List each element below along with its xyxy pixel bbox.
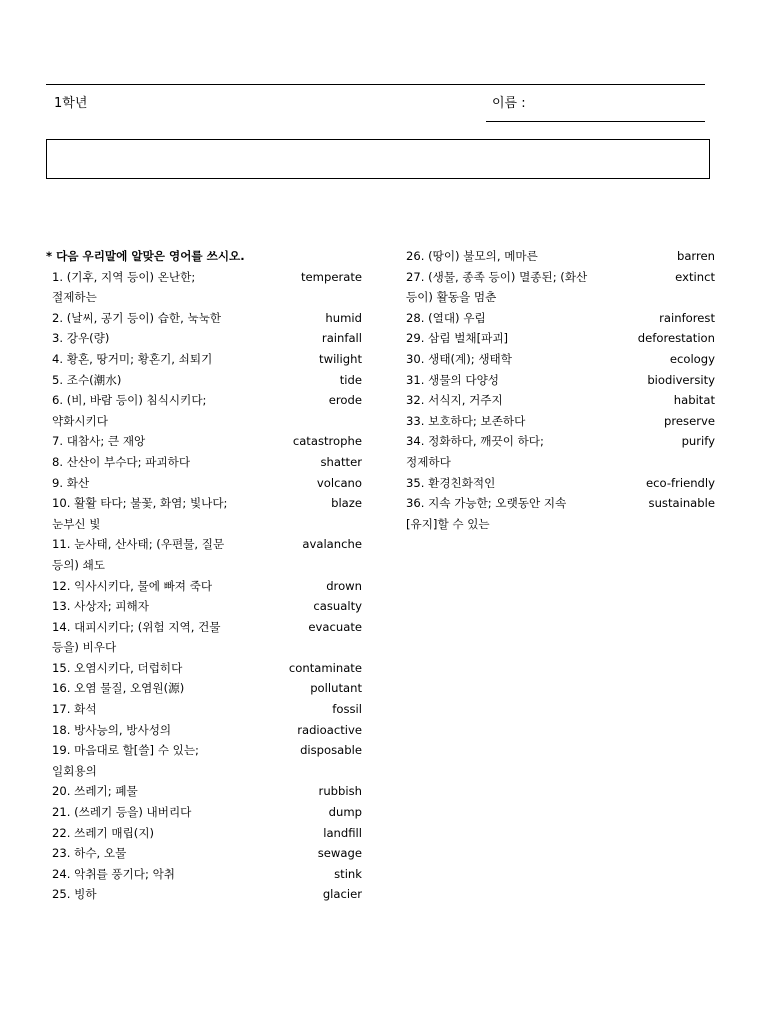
english-word: deforestation [637, 331, 715, 346]
korean-meaning: 14. 대피시키다; (위험 지역, 건물 등을) 비우다 [52, 619, 221, 655]
korean-meaning: 31. 생물의 다양성 [406, 372, 500, 387]
english-word: humid [325, 310, 362, 325]
english-word: catastrophe [292, 434, 362, 449]
vocab-item [406, 328, 715, 349]
korean-meaning: 35. 환경친화적인 [406, 475, 496, 490]
korean-meaning: 3. 강우(량) [52, 331, 110, 346]
english-word: fossil [332, 702, 362, 717]
english-word: landfill [323, 825, 362, 840]
left-column [46, 246, 362, 905]
english-word: contaminate [288, 660, 362, 675]
vocab-item [46, 328, 362, 349]
english-word: avalanche [302, 537, 362, 552]
korean-meaning: 4. 황혼, 땅거미; 황혼기, 쇠퇴기 [52, 351, 213, 366]
english-word: rainfall [321, 331, 362, 346]
vocab-item [46, 473, 362, 494]
korean-meaning: 5. 조수(潮水) [52, 372, 122, 387]
vocab-item [46, 370, 362, 391]
vocab-item [406, 370, 715, 391]
english-word: rubbish [318, 784, 362, 799]
english-word: preserve [664, 413, 715, 428]
vocab-item [46, 884, 362, 905]
name-label: 이름 : [492, 96, 526, 111]
korean-meaning: 17. 화석 [52, 702, 97, 717]
korean-meaning: 9. 화산 [52, 475, 90, 490]
english-word: extinct [675, 269, 715, 284]
english-word: barren [676, 249, 715, 263]
vocab-item [46, 678, 362, 699]
vocab-item [46, 452, 362, 473]
top-rule [46, 84, 705, 85]
left-vocab-list [46, 267, 362, 905]
korean-meaning: 16. 오염 물질, 오염원(源) [52, 681, 185, 696]
korean-meaning: 36. 지속 가능한; 오랫동안 지속[유지]할 수 있는 [406, 496, 567, 531]
vocab-item [406, 267, 715, 308]
instruction: * 다음 우리말에 알맞은 영어를 쓰시오. [46, 249, 245, 263]
english-word: dump [328, 805, 362, 820]
vocab-item [46, 720, 362, 741]
korean-meaning: 34. 정화하다, 깨끗이 하다; 정제하다 [406, 434, 544, 469]
vocab-item [406, 390, 715, 411]
korean-meaning: 12. 익사시키다, 물에 빠져 죽다 [52, 578, 213, 593]
right-vocab-list [406, 246, 715, 534]
name-underline [486, 121, 705, 122]
korean-meaning: 2. (날씨, 공기 등이) 습한, 눅눅한 [52, 310, 222, 325]
vocab-item [46, 308, 362, 329]
english-word: stink [334, 866, 362, 881]
english-word: disposable [300, 743, 362, 758]
english-word: erode [328, 393, 362, 408]
korean-meaning: 1. (기후, 지역 등이) 온난한; 절제하는 [52, 269, 196, 305]
vocab-item [406, 411, 715, 432]
korean-meaning: 22. 쓰레기 매립(지) [52, 825, 155, 840]
korean-meaning: 20. 쓰레기; 폐물 [52, 784, 138, 799]
korean-meaning: 11. 눈사태, 산사태; (우편물, 질문 등의) 쇄도 [52, 537, 225, 572]
korean-meaning: 24. 악취를 풍기다; 악취 [52, 866, 175, 881]
vocab-item [46, 740, 362, 781]
english-word: rainforest [659, 310, 715, 325]
vocab-item [46, 802, 362, 823]
english-word: purify [681, 434, 715, 449]
vocab-item [46, 699, 362, 720]
english-word: eco-friendly [646, 475, 715, 490]
vocab-item [46, 864, 362, 885]
korean-meaning: 18. 방사능의, 방사성의 [52, 722, 172, 737]
english-word: casualty [313, 599, 362, 614]
english-word: tide [339, 372, 362, 387]
english-word: ecology [669, 351, 715, 366]
vocab-item [46, 823, 362, 844]
korean-meaning: 10. 활활 타다; 불꽃, 화염; 빛나다; 눈부신 빛 [52, 496, 228, 531]
korean-meaning: 15. 오염시키다, 더럽히다 [52, 660, 183, 675]
grade-label: 1학년 [54, 96, 88, 111]
korean-meaning: 13. 사상자; 피해자 [52, 599, 149, 614]
vocab-item [46, 617, 362, 658]
vocab-item [406, 431, 715, 472]
vocab-item [46, 576, 362, 597]
vocab-item [406, 349, 715, 370]
korean-meaning: 7. 대참사; 큰 재앙 [52, 434, 146, 449]
english-word: glacier [322, 887, 362, 902]
english-word: biodiversity [647, 372, 715, 387]
vocab-item [46, 390, 362, 431]
answer-box [46, 139, 710, 179]
english-word: radioactive [297, 722, 362, 737]
korean-meaning: 25. 빙하 [52, 887, 97, 902]
english-word: sewage [317, 846, 362, 861]
english-word: sustainable [648, 496, 715, 511]
korean-meaning: 32. 서식지, 거주지 [406, 393, 503, 408]
english-word: shatter [320, 454, 362, 469]
vocab-item [46, 493, 362, 534]
vocab-item [46, 658, 362, 679]
vocab-item [46, 843, 362, 864]
vocab-item [46, 534, 362, 575]
vocab-item [406, 246, 715, 267]
vocab-item [406, 473, 715, 494]
english-word: habitat [673, 393, 715, 408]
korean-meaning: 6. (비, 바람 등이) 침식시키다; 약화시키다 [52, 393, 207, 428]
korean-meaning: 27. (생물, 종족 등이) 멸종된; (화산 등이) 활동을 멈춘 [406, 269, 588, 305]
korean-meaning: 30. 생태(계); 생태학 [406, 351, 512, 366]
english-word: blaze [331, 496, 362, 511]
korean-meaning: 21. (쓰레기 등을) 내버리다 [52, 805, 192, 820]
vocab-item [46, 596, 362, 617]
vocab-item [406, 308, 715, 329]
english-word: evacuate [308, 619, 362, 634]
korean-meaning: 26. (땅이) 불모의, 메마른 [406, 249, 538, 263]
english-word: temperate [300, 269, 362, 284]
korean-meaning: 8. 산산이 부수다; 파괴하다 [52, 454, 191, 469]
english-word: drown [326, 578, 362, 593]
korean-meaning: 23. 하수, 오물 [52, 846, 127, 861]
vocab-item [46, 267, 362, 308]
english-word: twilight [319, 351, 362, 366]
korean-meaning: 19. 마음대로 할[쓸] 수 있는; 일회용의 [52, 743, 199, 778]
korean-meaning: 33. 보호하다; 보존하다 [406, 413, 526, 428]
korean-meaning: 28. (열대) 우림 [406, 310, 486, 325]
korean-meaning: 29. 삼림 벌채[파괴] [406, 331, 509, 346]
vocab-item [46, 781, 362, 802]
vocab-item [46, 431, 362, 452]
right-column [406, 246, 715, 534]
english-word: pollutant [310, 681, 362, 696]
english-word: volcano [316, 475, 362, 490]
vocab-item [406, 493, 715, 534]
vocab-item [46, 349, 362, 370]
